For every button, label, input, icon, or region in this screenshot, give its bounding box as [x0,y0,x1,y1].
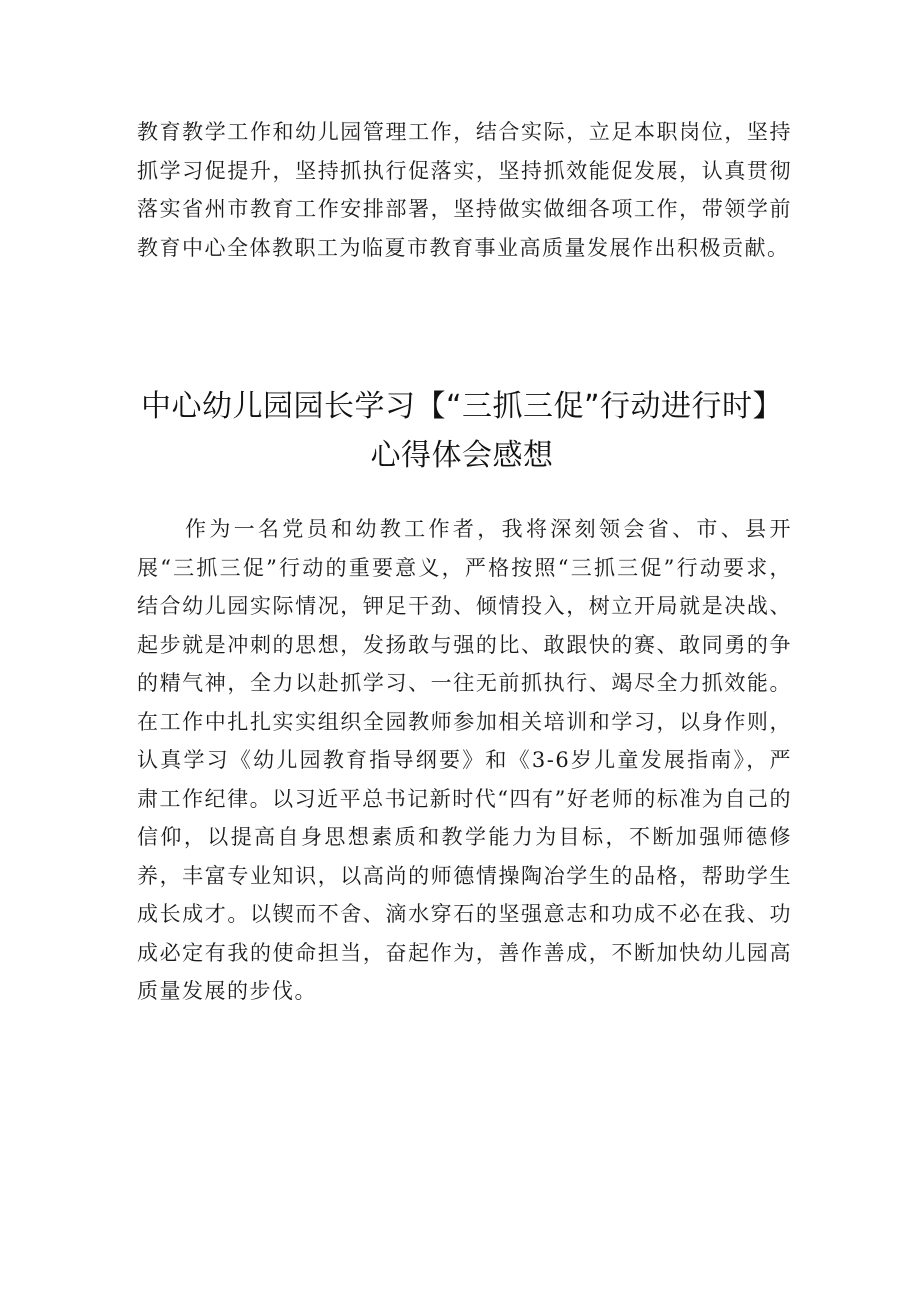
body-paragraph: 作为一名党员和幼教工作者，我将深刻领会省、市、县开展“三抓三促”行动的重要意义，严格按照“三抓三促”行动要求，结合幼儿园实际情况，钾足干劲、倾情投入，树立开局就是决战、起步就是冲刺的思想，发扬敢与强的比、敢跟快的赛、敢同勇的争的精气神，全力以赴抓学习、一往无前抓执行、竭尽全力抓效能。在工作中扎扎实实组织全园教师参加相关培训和学习，以身作则，认真学习《幼儿园教育指导纲要》和《3-6岁儿童发展指南》，严肃工作纪律。以习近平总书记新时代“四有”好老师的标准为自己的信仰，以提高自身思想素质和教学能力为目标，不断加强师德修养，丰富专业知识，以高尚的师德情操陶冶学生的品格，帮助学生成长成才。以锲而不舍、滴水穿石的坚强意志和功成不必在我、功成必定有我的使命担当，奋起作为，善作善成，不断加快幼儿园高质量发展的步伐。 [137,517,792,1003]
section-title: 中心幼儿园园长学习【“三抓三促”行动进行时】心得体会感想 [140,389,784,473]
intro-paragraph: 教育教学工作和幼儿园管理工作，结合实际，立足本职岗位，坚持抓学习促提升，坚持抓执行促落实，坚持抓效能促发展，认真贯彻落实省州市教育工作安排部署，坚持做实做细各项工作，带领学前教育中心全体教职工为临夏市教育事业高质量发展作出积极贡献。 [137,120,792,260]
